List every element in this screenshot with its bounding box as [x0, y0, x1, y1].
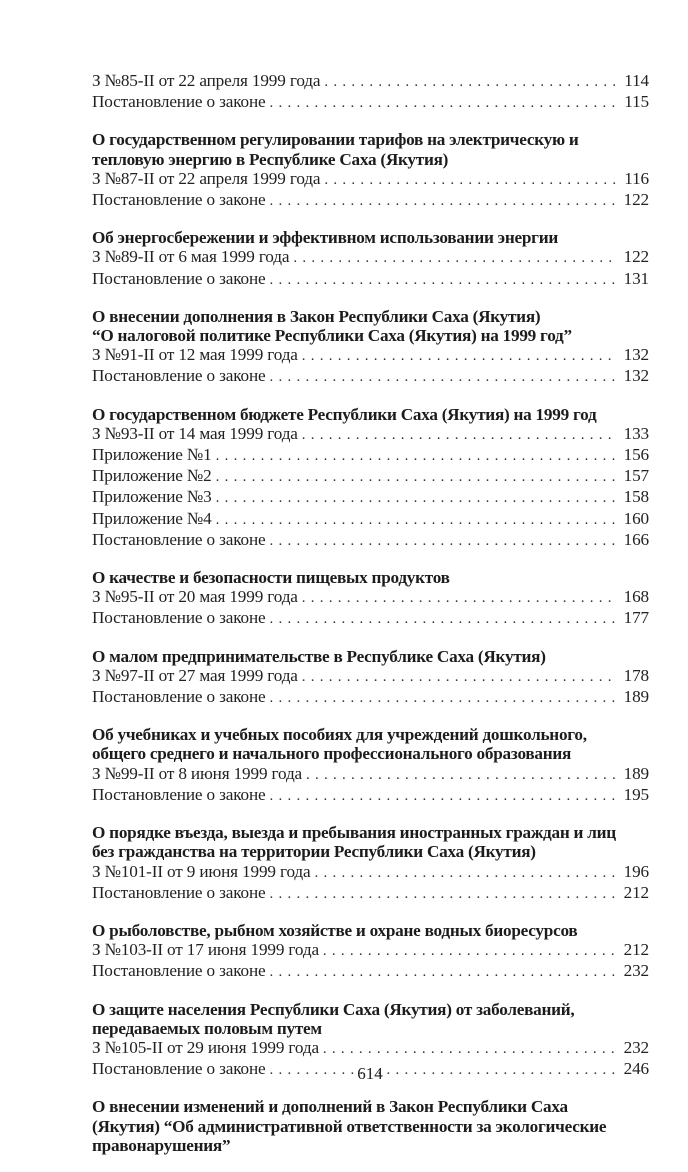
- toc-entry[interactable]: [92, 687, 649, 708]
- section-heading-line: О государственном регулировании тарифов на электрическую и: [92, 130, 579, 150]
- toc-section: [92, 228, 649, 290]
- toc-entry[interactable]: [92, 764, 649, 785]
- dot-leader: [270, 94, 617, 113]
- toc-entry[interactable]: [92, 883, 649, 904]
- entry-page-number: 246: [623, 1059, 649, 1079]
- section-heading-line: О внесении изменений и дополнений в Закон Республики Саха: [92, 1097, 568, 1117]
- dot-leader: [270, 787, 617, 806]
- entry-page-number: 132: [623, 345, 649, 365]
- toc-entry[interactable]: [92, 509, 649, 530]
- dot-leader: [216, 468, 617, 487]
- toc-entry[interactable]: [92, 247, 649, 268]
- entry-page-number: 160: [623, 508, 649, 528]
- table-of-contents: [92, 71, 649, 1172]
- toc-entry[interactable]: [92, 169, 649, 190]
- section-heading-line: передаваемых половым путем: [92, 1018, 322, 1038]
- dot-leader: [270, 885, 617, 904]
- dot-leader: [302, 589, 617, 608]
- entry-label: Приложение №1: [92, 445, 212, 465]
- entry-page-number: 116: [624, 168, 649, 188]
- entry-page-number: 122: [623, 247, 649, 267]
- toc-entry[interactable]: [92, 608, 649, 629]
- toc-entry[interactable]: [92, 269, 649, 290]
- toc-entry[interactable]: [92, 345, 649, 366]
- toc-entry[interactable]: [92, 530, 649, 551]
- entry-label: З №105-II от 29 июня 1999 года: [92, 1037, 319, 1057]
- toc-entry[interactable]: [92, 190, 649, 211]
- toc-section: [92, 307, 649, 388]
- dot-leader: [270, 963, 617, 982]
- dot-leader: [306, 766, 617, 785]
- toc-entry[interactable]: [92, 666, 649, 687]
- dot-leader: [216, 511, 617, 530]
- section-heading-line: “О налоговой политике Республики Саха (Якутия) на 1999 год”: [92, 326, 572, 346]
- entry-label: Постановление о законе: [92, 268, 266, 288]
- entry-label: З №91-II от 12 мая 1999 года: [92, 345, 298, 365]
- toc-entry[interactable]: [92, 445, 649, 466]
- toc-entry[interactable]: [92, 785, 649, 806]
- entry-label: З №95-II от 20 мая 1999 года: [92, 587, 298, 607]
- dot-leader: [302, 347, 617, 366]
- toc-entry[interactable]: [92, 487, 649, 508]
- entry-label: Постановление о законе: [92, 961, 266, 981]
- entry-label: Постановление о законе: [92, 687, 266, 707]
- entry-label: Постановление о законе: [92, 529, 266, 549]
- entry-page-number: 114: [624, 71, 649, 90]
- entry-label: З №103-II от 17 июня 1999 года: [92, 940, 319, 960]
- section-heading-line: Об учебниках и учебных пособиях для учреждений дошкольного,: [92, 725, 587, 745]
- entry-label: Постановление о законе: [92, 190, 266, 210]
- dot-leader: [323, 1040, 617, 1059]
- toc-entry[interactable]: [92, 366, 649, 387]
- dot-leader: [216, 447, 617, 466]
- section-heading-line: О качестве и безопасности пищевых продуктов: [92, 568, 450, 588]
- entry-label: З №99-II от 8 июня 1999 года: [92, 763, 303, 783]
- entry-page-number: 156: [623, 445, 649, 465]
- entry-page-number: 115: [624, 92, 649, 112]
- entry-page-number: 189: [623, 687, 649, 707]
- entry-label: Приложение №4: [92, 508, 212, 528]
- section-heading-line: правонарушения”: [92, 1135, 231, 1155]
- entry-page-number: 232: [623, 1037, 649, 1057]
- page-number: 614: [357, 1064, 383, 1083]
- dot-leader: [270, 532, 617, 551]
- toc-section: [92, 1097, 649, 1155]
- entry-label: Постановление о законе: [92, 366, 266, 386]
- entry-page-number: 195: [623, 784, 649, 804]
- toc-entry[interactable]: [92, 92, 649, 113]
- entry-page-number: 122: [623, 190, 649, 210]
- toc-entry[interactable]: [92, 862, 649, 883]
- entry-label: Приложение №3: [92, 487, 212, 507]
- entry-page-number: 131: [623, 268, 649, 288]
- dot-leader: [302, 668, 617, 687]
- toc-section: [92, 921, 649, 983]
- entry-page-number: 132: [623, 366, 649, 386]
- dot-leader: [270, 368, 617, 387]
- section-heading-line: тепловую энергию в Республике Саха (Якутия): [92, 149, 449, 169]
- dot-leader: [293, 249, 617, 268]
- dot-leader: [270, 192, 617, 211]
- entry-page-number: 168: [623, 587, 649, 607]
- entry-page-number: 189: [623, 763, 649, 783]
- dot-leader: [324, 73, 617, 92]
- toc-entry[interactable]: [92, 940, 649, 961]
- dot-leader: [302, 426, 617, 445]
- toc-section: [92, 568, 649, 630]
- dot-leader: [314, 864, 617, 883]
- toc-section: [92, 71, 649, 113]
- dot-leader: [270, 610, 617, 629]
- entry-label: З №89-II от 6 мая 1999 года: [92, 247, 290, 267]
- toc-section: [92, 130, 649, 211]
- dot-leader: [270, 271, 617, 290]
- toc-entry[interactable]: [92, 587, 649, 608]
- dot-leader: [323, 942, 617, 961]
- section-heading-line: О рыболовстве, рыбном хозяйстве и охране водных биоресурсов: [92, 920, 578, 940]
- entry-page-number: 177: [623, 608, 649, 628]
- toc-entry[interactable]: [92, 424, 649, 445]
- dot-leader: [216, 489, 617, 508]
- section-heading-line: О малом предпринимательстве в Республике Саха (Якутия): [92, 646, 546, 666]
- entry-page-number: 212: [623, 882, 649, 902]
- entry-label: Постановление о законе: [92, 92, 266, 112]
- section-heading-line: О внесении дополнения в Закон Республики Саха (Якутия): [92, 306, 541, 326]
- entry-label: Постановление о законе: [92, 608, 266, 628]
- section-heading-line: О государственном бюджете Республики Саха (Якутия) на 1999 год: [92, 404, 597, 424]
- toc-section: [92, 405, 649, 551]
- section-heading-line: общего среднего и начального профессионального образования: [92, 744, 572, 764]
- toc-section: [92, 823, 649, 904]
- entry-label: Постановление о законе: [92, 784, 266, 804]
- toc-entry[interactable]: [92, 466, 649, 487]
- toc-entry[interactable]: [92, 1038, 649, 1059]
- section-heading-line: Об энергосбережении и эффективном использовании энергии: [92, 228, 559, 248]
- entry-page-number: 158: [623, 487, 649, 507]
- entry-page-number: 178: [623, 665, 649, 685]
- entry-label: З №93-II от 14 мая 1999 года: [92, 423, 298, 443]
- entry-page-number: 166: [623, 529, 649, 549]
- toc-section: [92, 647, 649, 709]
- toc-section: [92, 725, 649, 806]
- toc-entry[interactable]: [92, 71, 649, 92]
- entry-label: Постановление о законе: [92, 1059, 266, 1079]
- section-heading-line: без гражданства на территории Республики Саха (Якутия): [92, 842, 536, 862]
- section-heading-line: (Якутия) “Об административной ответственности за экологические: [92, 1116, 607, 1136]
- entry-page-number: 232: [623, 961, 649, 981]
- entry-label: Приложение №2: [92, 466, 212, 486]
- entry-label: З №85-II от 22 апреля 1999 года: [92, 71, 321, 90]
- entry-page-number: 157: [623, 466, 649, 486]
- dot-leader: [270, 689, 617, 708]
- dot-leader: [324, 171, 617, 190]
- entry-label: Постановление о законе: [92, 882, 266, 902]
- toc-entry[interactable]: [92, 961, 649, 982]
- entry-label: З №101-II от 9 июня 1999 года: [92, 861, 311, 881]
- entry-page-number: 196: [623, 861, 649, 881]
- entry-page-number: 133: [623, 423, 649, 443]
- section-heading-line: О порядке въезда, выезда и пребывания иностранных граждан и лиц: [92, 823, 616, 843]
- section-heading-line: О защите населения Республики Саха (Якутия) от заболеваний,: [92, 999, 575, 1019]
- entry-page-number: 212: [623, 940, 649, 960]
- entry-label: З №87-II от 22 апреля 1999 года: [92, 168, 321, 188]
- entry-label: З №97-II от 27 мая 1999 года: [92, 665, 298, 685]
